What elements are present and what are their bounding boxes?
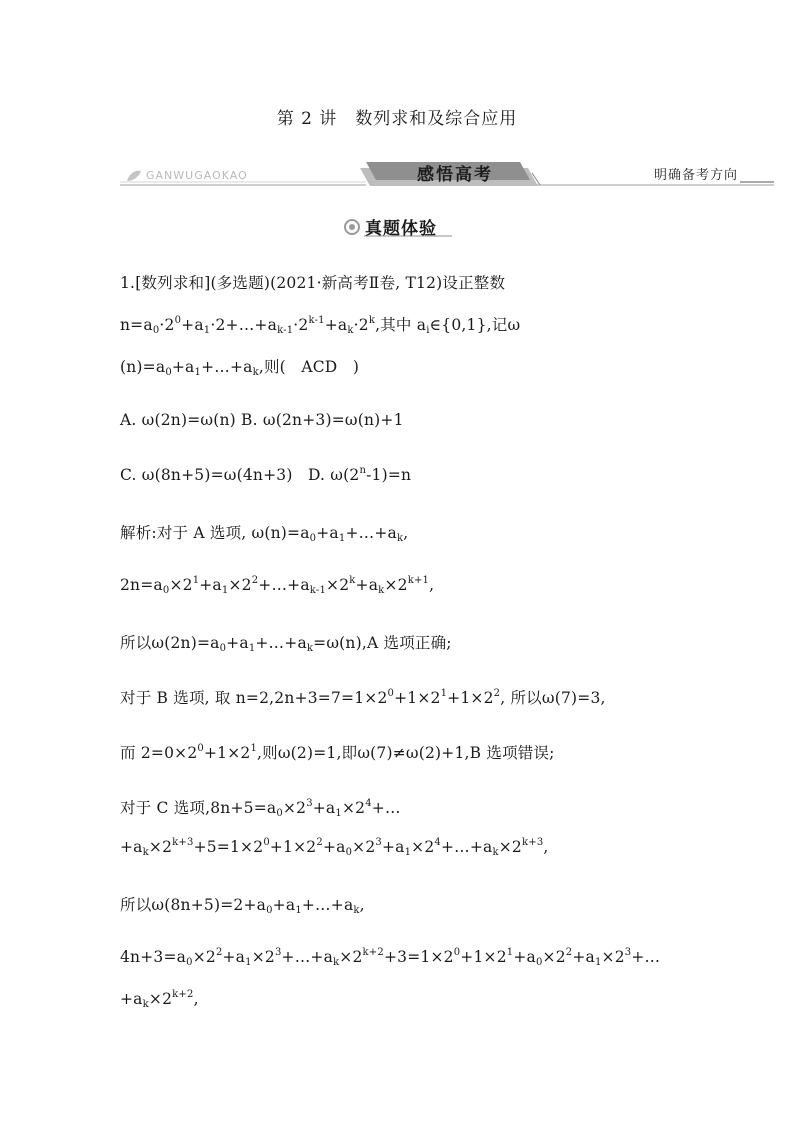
solution-line-8: 所以$\omega(8n+5)=2+a_0+a_1+\dots+a_k$, xyxy=(120,896,365,916)
solution-line-5: 而 $2=0\times 2^0+1\times 2^1$,则ω(2)=1,即ω(7)≠ω(2)+1,B 选项错误; xyxy=(120,743,555,762)
answer-choice: ACD xyxy=(301,358,338,376)
solution-line-4: 对于 B 选项, 取 $n=2,2n+3=7=1\times 2^0+1\times 2^1+1\times 2^2$, 所以ω(7)=3, xyxy=(120,688,606,707)
lesson-topic: 数列求和及综合应用 xyxy=(355,109,518,129)
solution-line-10: $+a_k\times 2^{k+2}$, xyxy=(120,989,199,1010)
subheading-text: 真题体验 xyxy=(365,219,437,239)
banner-right-label: 明确备考方向 xyxy=(654,168,739,183)
section-banner xyxy=(120,158,774,190)
problem-stem-line-1: 1.[数列求和](多选题)(2021·新高考Ⅱ卷, T12)设正整数 xyxy=(120,274,506,292)
subheading xyxy=(342,212,454,240)
solution-line-3: 所以$\omega(2n)=a_0+a_1+\dots+a_k=\omega(n),A$ 选项正确; xyxy=(120,634,452,654)
lesson-title xyxy=(0,104,794,129)
solution-line-6: 对于 C 选项$,8n+5=a_0\times 2^3+a_1\times 2^4+\dots$ xyxy=(120,798,401,819)
lesson-number: 第 2 讲 xyxy=(276,109,338,129)
options-line-1: A. ω(2n)=ω(n) B. ω(2n+3)=ω(n)+1 xyxy=(120,411,404,429)
options-line-2: C. ω(8n+5)=ω(4n+3) D. $\omega(2^n-1)=n$ xyxy=(120,465,412,484)
solution-line-2: $2n=a_0\times 2^1+a_1\times 2^2+\dots+a_{k-1}\times 2^k+a_k\times 2^{k+1}$, xyxy=(120,575,435,596)
problem-stem-line-3: $(n)=a_0+a_1+\dots+a_k$,则( ACD ) xyxy=(120,358,360,378)
swirl-icon xyxy=(345,220,359,234)
banner-english-label: GANWUGAOKAO xyxy=(146,169,248,182)
banner-tab-label: 感悟高考 xyxy=(417,165,493,185)
solution-line-1: 解析:对于 A 选项, $\omega(n)=a_0+a_1+\dots+a_k$, xyxy=(120,524,409,544)
problem-stem-line-2: $n=a_0\cdot 2^0+a_1\cdot 2+\dots+a_{k-1}\cdot 2^{k-1}+a_k\cdot 2^k$,其中 $a_i\in\{0,1\}$,记ω xyxy=(120,315,521,336)
solution-line-9: $4n+3=a_0\times 2^2+a_1\times 2^3+\dots+a_k\times 2^{k+2}+3=1\times 2^0+1\times 2^1+a_0\times 2^2+a_1\times 2^3+\dots$ xyxy=(120,947,661,968)
solution-line-7: $+a_k\times 2^{k+3}+5=1\times 2^0+1\times 2^2+a_0\times 2^3+a_1\times 2^4+\dots+a_k\times 2^{k+3}$, xyxy=(120,837,549,858)
